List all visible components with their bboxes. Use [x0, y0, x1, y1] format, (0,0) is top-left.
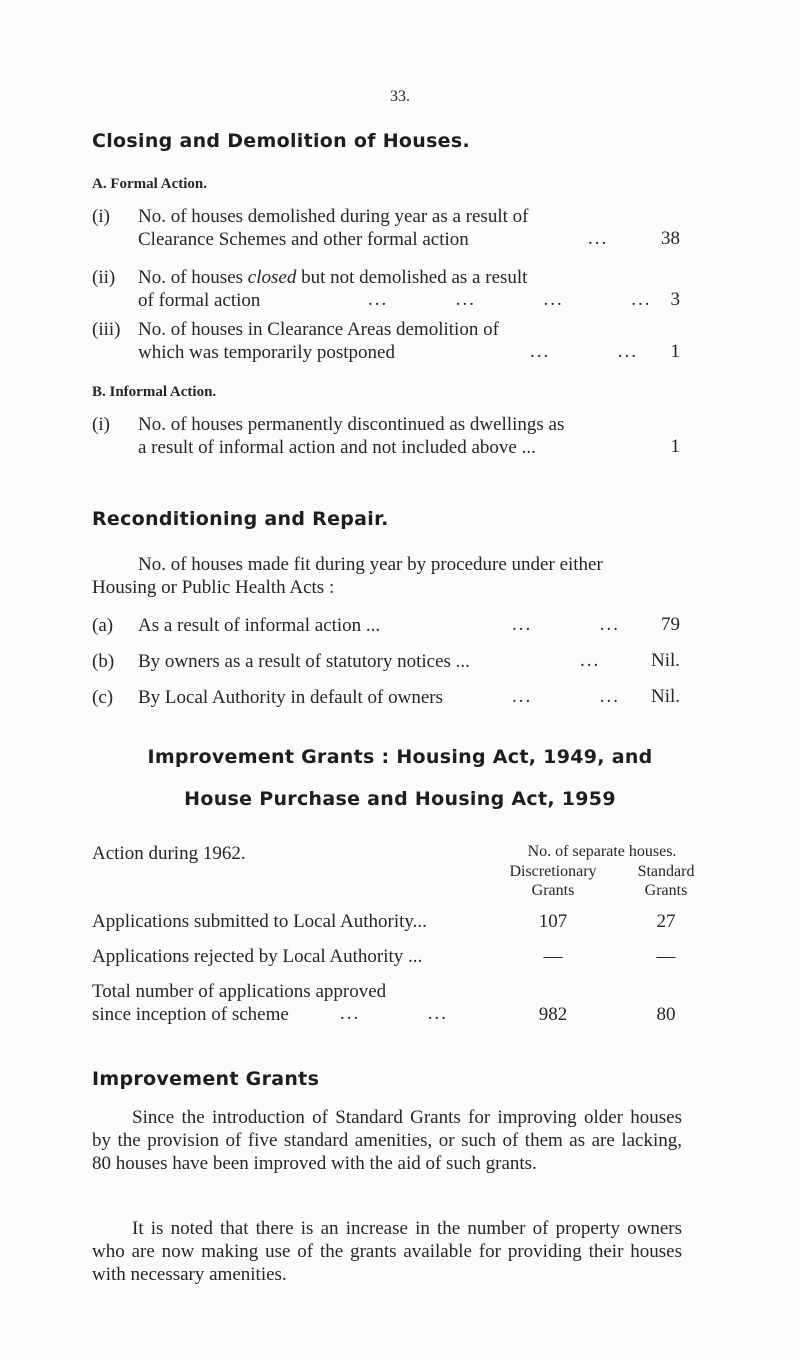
leader-dots: ... ... — [512, 614, 620, 635]
recond-heading: Reconditioning and Repair. — [92, 508, 389, 530]
item-label: (a) — [92, 615, 114, 636]
grants-heading-line2: House Purchase and Housing Act, 1959 — [184, 788, 616, 810]
improvement-para-2: It is noted that there is an increase in the number of property owners who are now making use of the grants available for providing their houses with necessary amenities. — [92, 1218, 682, 1285]
grants-heading-line1: Improvement Grants : Housing Act, 1949, and — [147, 746, 653, 768]
row-text: Applications rejected by Local Authority ... — [92, 946, 423, 967]
col-discretionary-b: Grants — [531, 882, 575, 899]
row-std: 80 — [656, 1004, 676, 1025]
item-label: (c) — [92, 687, 114, 708]
row-disc: — — [543, 946, 563, 967]
row-text: since inception of scheme — [92, 1004, 289, 1025]
item-text: No. of houses permanently discontinued as dwellings as — [138, 414, 565, 435]
row-std: — — [656, 946, 676, 967]
item-label: (ii) — [92, 267, 116, 288]
item-text: which was temporarily postponed — [138, 342, 395, 363]
row-std: 27 — [656, 911, 676, 932]
leader-dots: ... ... — [512, 686, 620, 707]
leader-dots: ... ... — [530, 341, 638, 362]
closing-heading: Closing and Demolition of Houses. — [92, 130, 470, 152]
informal-action-heading: B. Informal Action. — [92, 384, 217, 400]
italic-closed: closed — [247, 267, 297, 288]
item-value: 1 — [670, 436, 680, 457]
item-text: No. of houses in Clearance Areas demolition of — [138, 319, 499, 340]
row-text: Applications submitted to Local Authority... — [92, 911, 427, 932]
item-text: As a result of informal action ... — [138, 615, 381, 636]
improvement-heading: Improvement Grants — [92, 1068, 320, 1090]
column-group-header: No. of separate houses. — [527, 843, 677, 860]
row-disc: 982 — [538, 1004, 568, 1025]
recond-intro: No. of houses made fit during year by procedure under either — [138, 554, 603, 575]
item-value: 1 — [670, 341, 680, 362]
item-text: Clearance Schemes and other formal action — [138, 229, 469, 250]
item-text: a result of informal action and not included above ... — [138, 437, 536, 458]
item-text: No. of houses closed but not demolished as a result — [138, 267, 528, 288]
col-standard-a: Standard — [637, 863, 695, 880]
item-value: 3 — [670, 289, 680, 310]
leader-dots: ... ... — [340, 1003, 448, 1024]
item-text: By owners as a result of statutory notices ... — [138, 651, 470, 672]
col-discretionary-a: Discretionary — [509, 863, 597, 880]
item-text: By Local Authority in default of owners — [138, 687, 443, 708]
item-value: 38 — [661, 228, 680, 249]
action-during: Action during 1962. — [92, 843, 246, 864]
leader-dots: ... — [580, 650, 601, 671]
item-value: 79 — [661, 614, 680, 635]
item-label: (b) — [92, 651, 115, 672]
page-number: 33. — [390, 88, 410, 105]
item-label: (i) — [92, 414, 110, 435]
row-text: Total number of applications approved — [92, 981, 387, 1002]
leader-dots: ... ... ... ... — [368, 289, 652, 310]
item-text: of formal action — [138, 290, 261, 311]
improvement-para-1: Since the introduction of Standard Grants for improving older houses by the provision of five standard amenities, or such of them as are lacking, 80 houses have been improved with the aid of such grants. — [92, 1107, 682, 1174]
item-label: (iii) — [92, 319, 121, 340]
recond-intro: Housing or Public Health Acts : — [92, 577, 335, 598]
leader-dots: ... — [588, 228, 609, 249]
item-label: (i) — [92, 206, 110, 227]
row-disc: 107 — [538, 911, 568, 932]
col-standard-b: Grants — [644, 882, 688, 899]
item-value: Nil. — [650, 686, 680, 707]
formal-action-heading: A. Formal Action. — [92, 176, 207, 192]
item-value: Nil. — [650, 650, 680, 671]
item-text: No. of houses demolished during year as a result of — [138, 206, 529, 227]
